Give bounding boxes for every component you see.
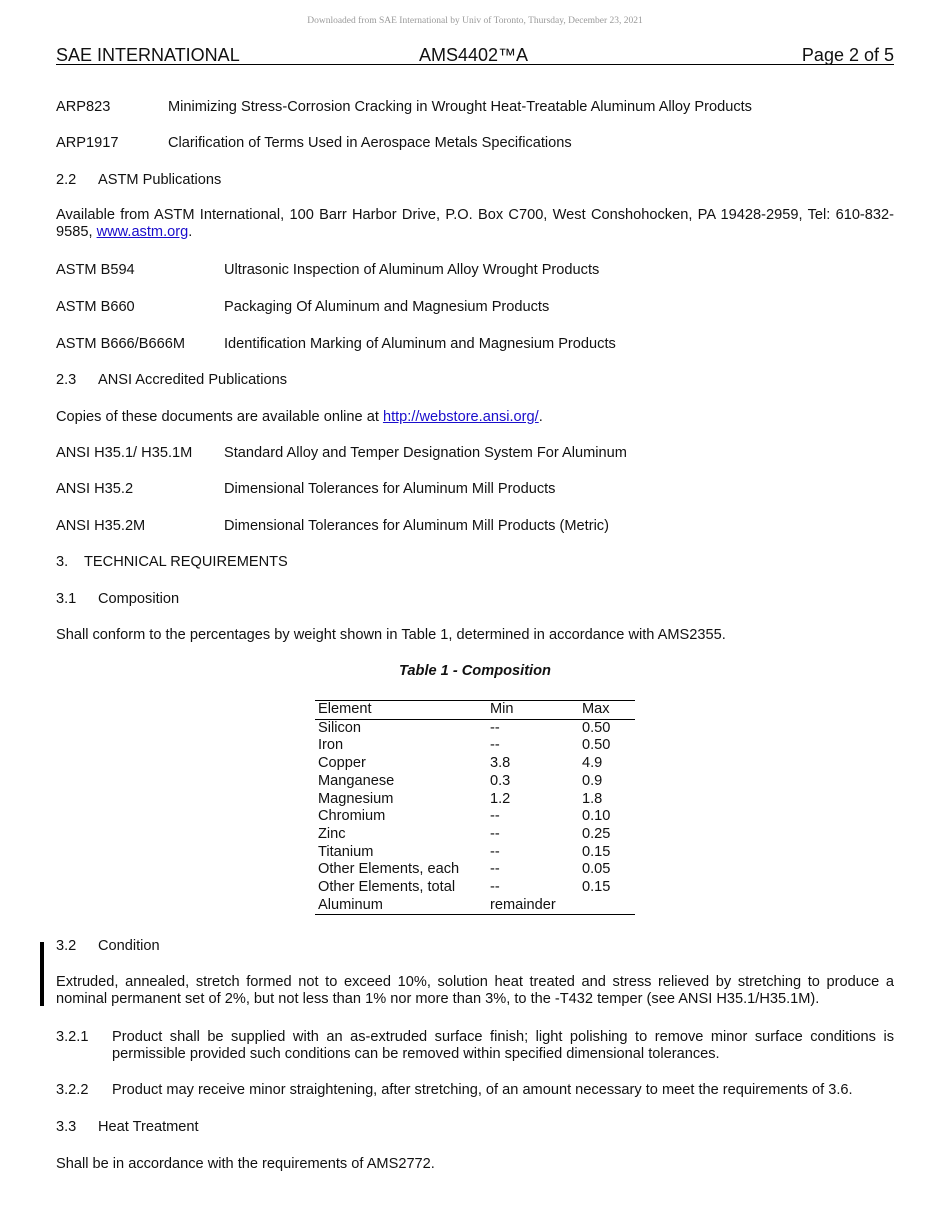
cell-min: --: [490, 879, 500, 896]
section-number: 3.2: [56, 938, 77, 954]
reference-code: ARP1917: [56, 135, 119, 151]
cell-element: Chromium: [318, 808, 386, 825]
cell-min: --: [490, 825, 500, 842]
reference-title: Minimizing Stress-Corrosion Cracking in Wrought Heat-Treatable Aluminum Alloy Products: [168, 99, 752, 115]
reference-code: ASTM B666/B666M: [56, 336, 185, 352]
table-header-min: Min: [490, 701, 514, 717]
section-number: 3.1: [56, 591, 77, 607]
astm-availability-paragraph: [56, 207, 894, 241]
condition-paragraph: Extruded, annealed, stretch formed not to exceed 10%, solution heat treated and stress relieved by stretching to produce a nominal permanent set of 2%, but not less than 1% nor more than 3%, to the -T432 temper (see ANSI H35.1/H35.1M).: [56, 974, 894, 1007]
section-title: Composition: [98, 591, 180, 607]
cell-element: Zinc: [318, 825, 346, 842]
table-row: [315, 844, 635, 862]
cell-max: 0.05: [582, 861, 611, 878]
reference-title: Dimensional Tolerances for Aluminum Mill Products: [224, 481, 556, 497]
heat-treatment-paragraph: Shall be in accordance with the requirements of AMS2772.: [56, 1156, 435, 1172]
cell-max: 1.8: [582, 790, 603, 807]
table-header-element: Element: [318, 701, 372, 717]
page-header: [56, 45, 894, 65]
table-row: [315, 755, 635, 773]
table-header-max: Max: [582, 701, 610, 717]
cell-max: 0.50: [582, 719, 611, 736]
subsection-text: Product shall be supplied with an as-extruded surface finish; light polishing to remove minor surface conditions is permissible provided such conditions can be removed within specified dimensional tolerances.: [112, 1029, 894, 1062]
section-number: 2.2: [56, 172, 77, 188]
table-row: [315, 879, 635, 897]
astm-availability-end: .: [188, 224, 193, 240]
cell-max: 0.25: [582, 825, 611, 842]
subsection-number: 3.2.1: [56, 1029, 89, 1045]
cell-max: 0.10: [582, 808, 611, 825]
cell-max: 0.50: [582, 737, 611, 754]
section-title: Heat Treatment: [98, 1119, 199, 1135]
cell-min: --: [490, 737, 500, 754]
table-row: [315, 808, 635, 826]
reference-title: Ultrasonic Inspection of Aluminum Alloy Wrought Products: [224, 262, 600, 278]
cell-min: 1.2: [490, 790, 511, 807]
table-row: [315, 826, 635, 844]
ansi-copies-paragraph: [56, 408, 543, 426]
section-title: TECHNICAL REQUIREMENTS: [84, 554, 288, 570]
cell-max: 4.9: [582, 755, 603, 772]
composition-table: [315, 700, 635, 915]
reference-code: ANSI H35.2M: [56, 518, 146, 534]
subsection-text: Product may receive minor straightening, after stretching, of an amount necessary to meet the requirements of 3.6.: [112, 1082, 853, 1098]
reference-title: Identification Marking of Aluminum and Magnesium Products: [224, 336, 616, 352]
cell-min: --: [490, 719, 500, 736]
ansi-webstore-link[interactable]: http://webstore.ansi.org/: [382, 409, 539, 425]
cell-min: 3.8: [490, 755, 511, 772]
astm-website-link[interactable]: www.astm.org: [96, 224, 189, 240]
table-header-row: [315, 701, 635, 720]
cell-max: 0.9: [582, 772, 603, 789]
table-row: [315, 861, 635, 879]
composition-paragraph: Shall conform to the percentages by weight shown in Table 1, determined in accordance with AMS2355.: [56, 627, 726, 643]
cell-element: Iron: [318, 737, 344, 754]
subsection-number: 3.2.2: [56, 1082, 89, 1098]
cell-max: [579, 897, 635, 915]
reference-title: Clarification of Terms Used in Aerospace Metals Specifications: [168, 135, 572, 151]
reference-code: ANSI H35.2: [56, 481, 134, 497]
cell-min: --: [490, 861, 500, 878]
download-watermark: Downloaded from SAE International by Univ of Toronto, Thursday, December 23, 2021: [307, 16, 643, 26]
revision-change-bar: [40, 942, 44, 1006]
cell-min: remainder: [490, 896, 556, 913]
cell-min: --: [490, 808, 500, 825]
cell-max: 0.15: [582, 843, 611, 860]
table-row: [315, 791, 635, 809]
cell-element: Titanium: [318, 843, 374, 860]
cell-element: Magnesium: [318, 790, 394, 807]
table-row: [315, 897, 635, 915]
reference-code: ASTM B594: [56, 262, 135, 278]
cell-element: Silicon: [318, 719, 361, 736]
header-organization: SAE INTERNATIONAL: [56, 45, 240, 65]
cell-element: Copper: [318, 755, 366, 772]
reference-code: ASTM B660: [56, 299, 135, 315]
section-title: Condition: [98, 938, 160, 954]
table-row: [315, 773, 635, 791]
cell-element: Aluminum: [318, 896, 383, 913]
reference-title: Packaging Of Aluminum and Magnesium Products: [224, 299, 550, 315]
reference-code: ARP823: [56, 99, 111, 115]
reference-title: Standard Alloy and Temper Designation System For Aluminum: [224, 445, 627, 461]
reference-title: Dimensional Tolerances for Aluminum Mill Products (Metric): [224, 518, 609, 534]
reference-code: ANSI H35.1/ H35.1M: [56, 445, 193, 461]
cell-element: Manganese: [318, 772, 395, 789]
section-title: ASTM Publications: [98, 172, 222, 188]
cell-min: --: [490, 843, 500, 860]
ansi-copies-end: .: [538, 409, 543, 425]
table-row: [315, 737, 635, 755]
section-title: ANSI Accredited Publications: [98, 372, 288, 388]
header-page-number: Page 2 of 5: [801, 45, 894, 65]
table-row: [315, 719, 635, 737]
cell-max: 0.15: [582, 879, 611, 896]
section-number: 3.: [56, 554, 69, 570]
cell-element: Other Elements, each: [318, 861, 460, 878]
cell-min: 0.3: [490, 772, 511, 789]
cell-element: Other Elements, total: [318, 879, 456, 896]
table-1-caption: Table 1 - Composition: [399, 663, 551, 679]
ansi-copies-text: Copies of these documents are available online at: [56, 409, 383, 425]
header-document-number: AMS4402™A: [419, 45, 529, 65]
section-number: 2.3: [56, 372, 77, 388]
astm-availability-text: Available from ASTM International, 100 Barr Harbor Drive, P.O. Box C700, West Conshohocken, PA 19428-2959, Tel: 610-832-9585,: [56, 207, 894, 240]
section-number: 3.3: [56, 1119, 77, 1135]
